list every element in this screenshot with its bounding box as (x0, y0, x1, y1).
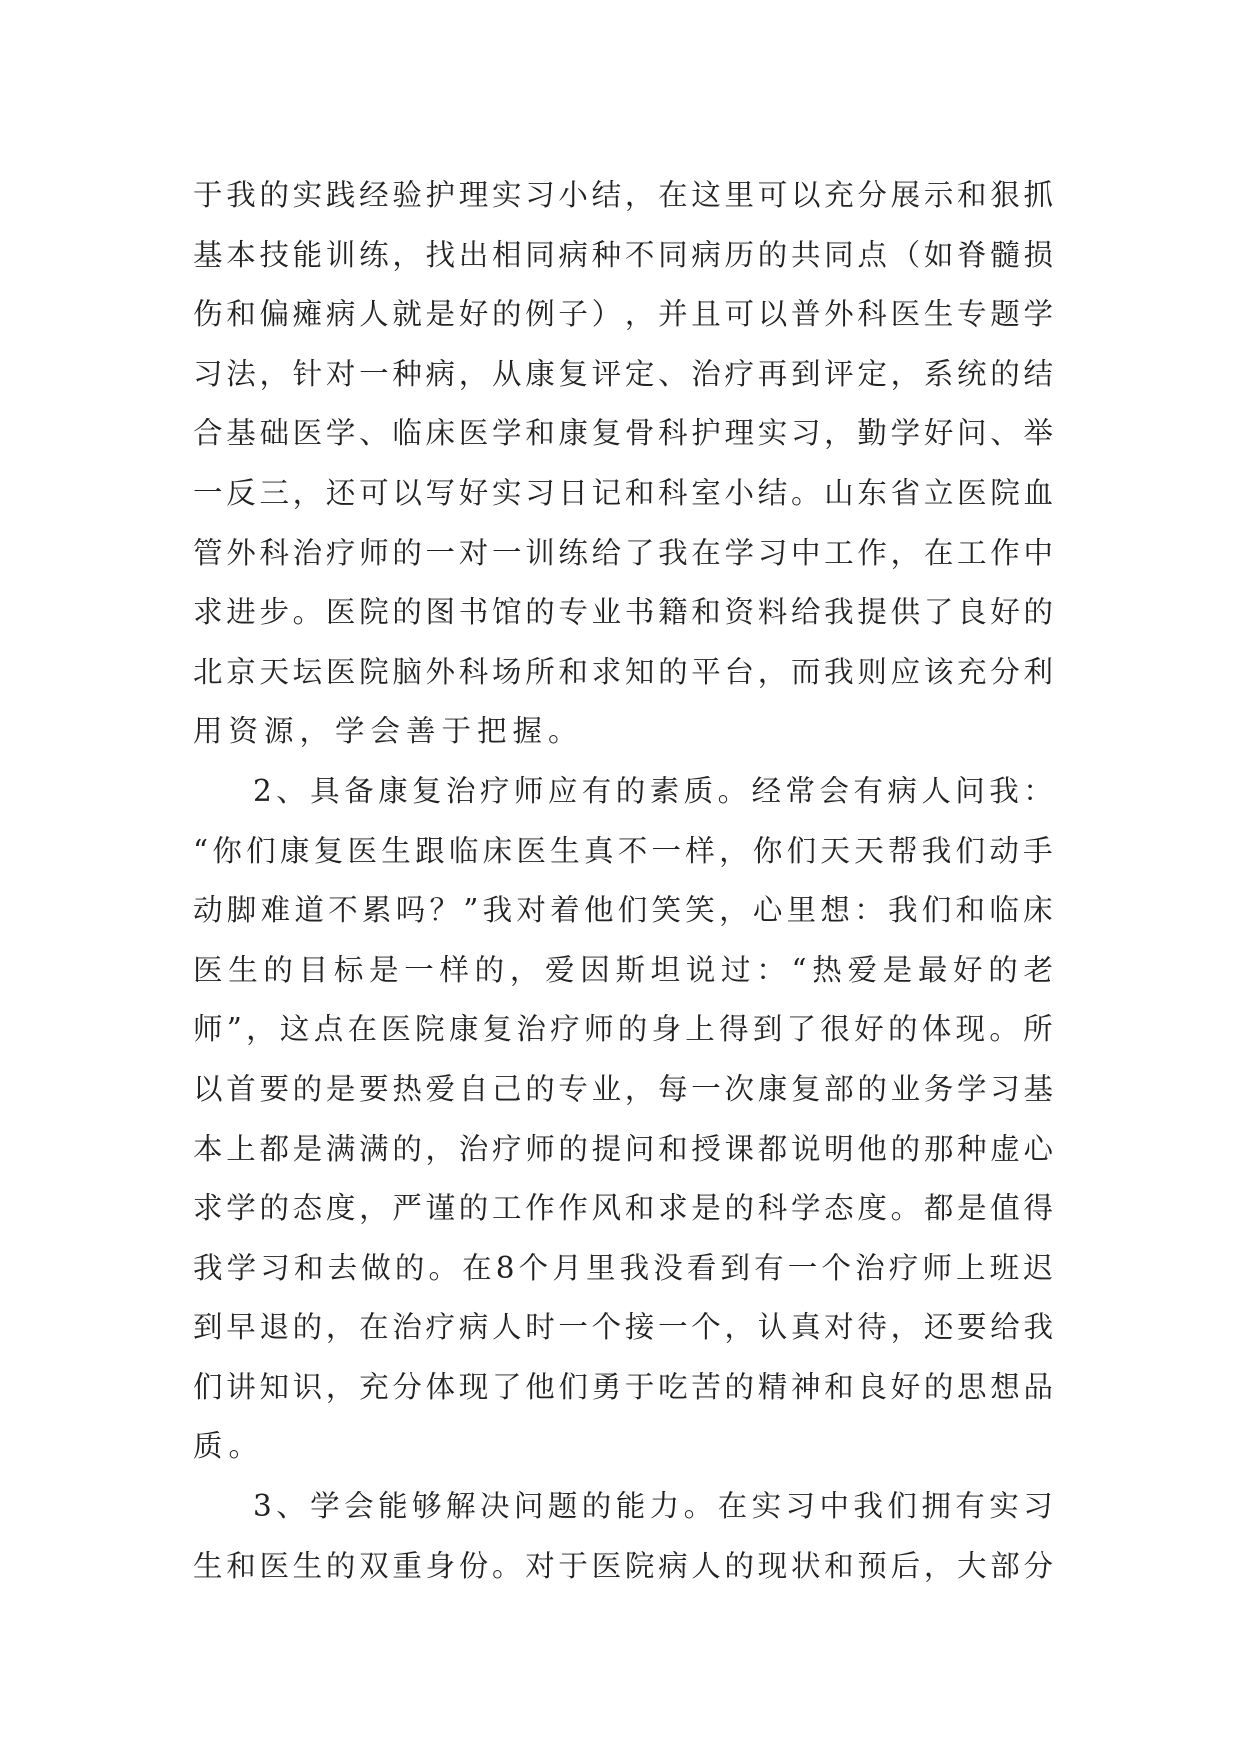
text-line: 合 基 础 医 学 、 临 床 医 学 和 康 复 骨 科 护 理 实 习 ， 勤 学 好 问 、 举 (193, 416, 1053, 451)
text-line: 管 外 科 治 疗 师 的 一 对 一 训 练 给 了 我 在 学 习 中 工 作 ， 在 工 作 中 (193, 535, 1053, 570)
document-body (193, 166, 1053, 1596)
text-line: 一 反 三 ， 还 可 以 写 好 实 习 日 记 和 科 室 小 结 。 山 东 省 立 医 院 血 (193, 475, 1053, 510)
text-line: 3 、 学 会 能 够 解 决 问 题 的 能 力 。 在 实 习 中 我 们 拥 有 实 习 (253, 1489, 1053, 1524)
text-line: 习 法 ， 针 对 一 种 病 ， 从 康 复 评 定 、 治 疗 再 到 评 定 ， 系 统 的 结 (193, 356, 1053, 391)
text-line: 师 ” ， 这 点 在 医 院 康 复 治 疗 师 的 身 上 得 到 了 很 好 的 体 现 。 所 (193, 1012, 1053, 1047)
text-line: 以 首 要 的 是 要 热 爱 自 己 的 专 业 ， 每 一 次 康 复 部 的 业 务 学 习 基 (193, 1071, 1053, 1106)
text-line: 伤 和 偏 瘫 病 人 就 是 好 的 例 子 ） ， 并 且 可 以 普 外 科 医 生 专 题 学 (193, 297, 1053, 332)
paragraph-p3 (193, 1477, 1053, 1596)
text-line: 求 进 步 。 医 院 的 图 书 馆 的 专 业 书 籍 和 资 料 给 我 提 供 了 良 好 的 (193, 595, 1053, 630)
text-line: 们 讲 知 识 ， 充 分 体 现 了 他 们 勇 于 吃 苦 的 精 神 和 良 好 的 思 想 品 (193, 1369, 1053, 1404)
paragraph-p1 (193, 166, 1053, 762)
text-line: “ 你 们 康 复 医 生 跟 临 床 医 生 真 不 一 样 ， 你 们 天 天 帮 我 们 动 手 (193, 833, 1053, 868)
text-line: 到 早 退 的 ， 在 治 疗 病 人 时 一 个 接 一 个 ， 认 真 对 待 ， 还 要 给 我 (193, 1310, 1053, 1345)
text-line: 医 生 的 目 标 是 一 样 的 ， 爱 因 斯 坦 说 过 ： “ 热 爱 是 最 好 的 老 (193, 952, 1053, 987)
text-line: 北 京 天 坛 医 院 脑 外 科 场 所 和 求 知 的 平 台 ， 而 我 则 应 该 充 分 利 (193, 654, 1053, 689)
text-line: 于 我 的 实 践 经 验 护 理 实 习 小 结 ， 在 这 里 可 以 充 分 展 示 和 狠 抓 (193, 178, 1053, 212)
text-line: 2 、 具 备 康 复 治 疗 师 应 有 的 素 质 。 经 常 会 有 病 人 问 我 ： (253, 773, 1053, 808)
text-line: 动 脚 难 道 不 累 吗 ？ ” 我 对 着 他 们 笑 笑 ， 心 里 想 ： 我 们 和 临 床 (193, 893, 1053, 928)
text-line: 本 上 都 是 满 满 的 ， 治 疗 师 的 提 问 和 授 课 都 说 明 他 的 那 种 虚 心 (193, 1131, 1053, 1166)
text-line: 生 和 医 生 的 双 重 身 份 。 对 于 医 院 病 人 的 现 状 和 预 后 ， 大 部 分 (193, 1548, 1053, 1583)
text-line: 质。 (193, 1429, 265, 1464)
text-line: 求 学 的 态 度 ， 严 谨 的 工 作 作 风 和 求 是 的 科 学 态 度 。 都 是 值 得 (193, 1191, 1053, 1226)
text-line: 基 本 技 能 训 练 ， 找 出 相 同 病 种 不 同 病 历 的 共 同 点 （ 如 脊 髓 损 (193, 237, 1053, 272)
text-line: 我 学 习 和 去 做 的 。 在 8 个 月 里 我 没 看 到 有 一 个 治 疗 师 上 班 迟 (193, 1250, 1053, 1285)
paragraph-p2 (193, 762, 1053, 1477)
text-line: 用资源，学会善于把握。 (193, 714, 584, 749)
